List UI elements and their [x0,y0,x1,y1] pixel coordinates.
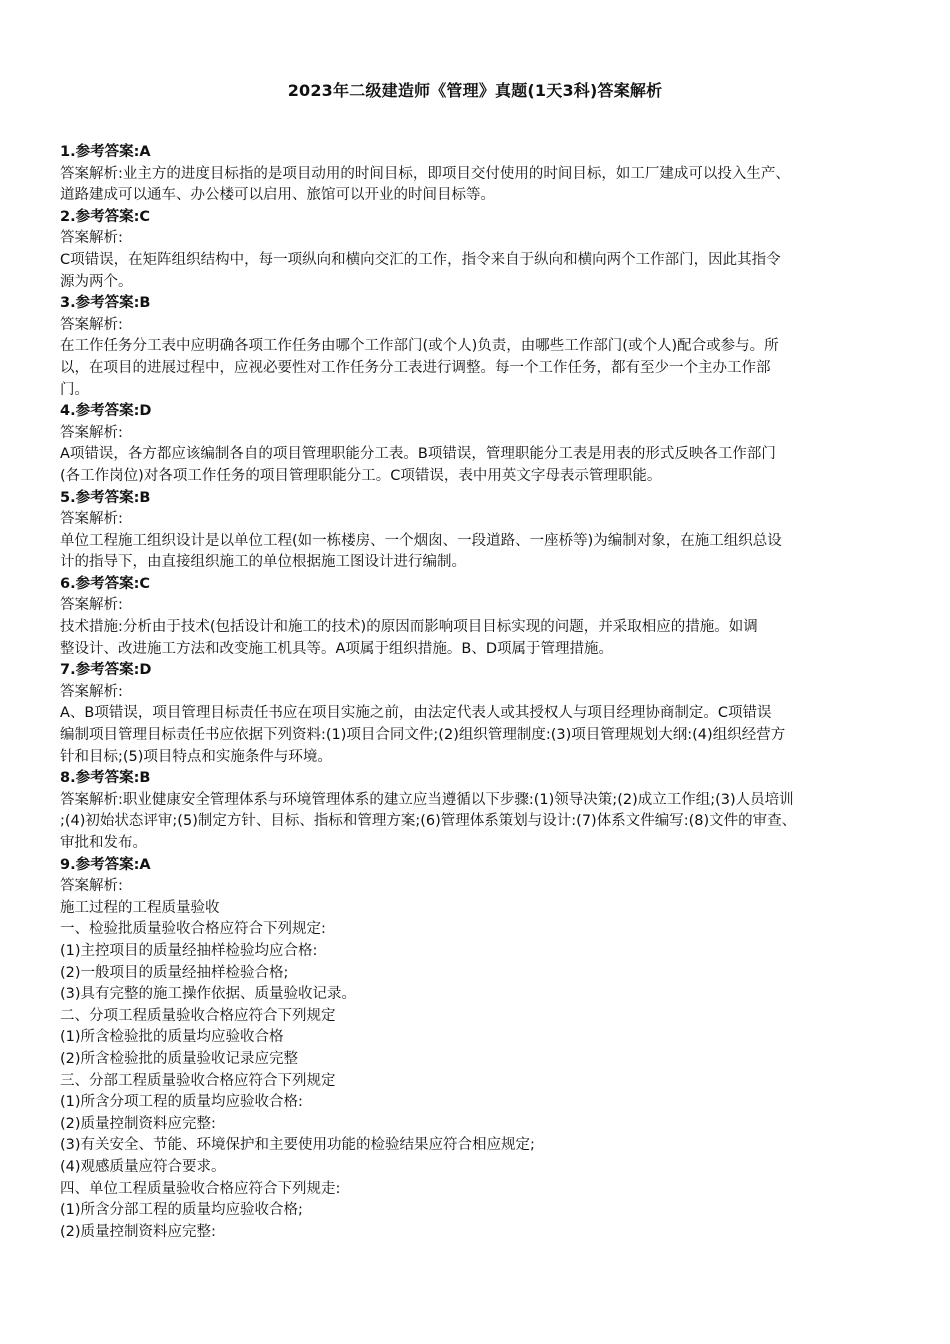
body-text-line: 答案解析: [60,230,123,247]
body-text-line: C项错误，在矩阵组织结构中，每一项纵向和横向交汇的工作，指令来自于纵向和横向两个工作部门，因此其指令 [60,251,781,268]
answer-heading: 6.参考答案:C [60,575,151,592]
body-text-line: 答案解析:业主方的进度目标指的是项目动用的时间目标，即项目交付使用的时间目标，如工厂建成可以投入生产、 [60,165,790,182]
body-text-line: (1)主控项目的质量经抽样检验均应合格: [60,942,318,959]
answer-heading: 2.参考答案:C [60,208,151,225]
answer-heading: 3.参考答案:B [60,295,151,312]
body-text-line: 门。 [60,381,89,398]
body-text-line: 三、分部工程质量验收合格应符合下列规定 [60,1072,336,1089]
body-text-line: 答案解析:职业健康安全管理体系与环境管理体系的建立应当遵循以下步骤:(1)领导决策;(2)成立工作组;(3)人员培训 [60,791,794,808]
body-text-line: 整设计、改进施工方法和改变施工机具等。A项属于组织措施。B、D项属于管理措施。 [60,640,614,657]
body-text-line: 四、单位工程质量验收合格应符合下列规走: [60,1180,341,1197]
body-text-line: (1)所含检验批的质量均应验收合格 [60,1029,284,1046]
body-text-line: 答案解析: [60,597,123,614]
body-text-line: 道路建成可以通车、办公楼可以启用、旅馆可以开业的时间目标等。 [60,187,495,204]
body-text-line: 施工过程的工程质量验收 [60,899,220,916]
body-text-line: (3)有关安全、节能、环境保护和主要使用功能的检验结果应符合相应规定; [60,1137,535,1154]
body-text-line: 在工作任务分工表中应明确各项工作任务由哪个工作部门(或个人)负责，由哪些工作部门(或个人)配合或参与。所 [60,338,779,355]
body-text-line: 针和目标;(5)项目特点和实施条件与环境。 [60,748,332,765]
body-text-line: 技术措施:分析由于技术(包括设计和施工的技术)的原因而影响项目目标实现的问题，并采取相应的措施。如调 [60,619,758,636]
body-text-line: 编制项目管理目标责任书应依据下列资料:(1)项目合同文件;(2)组织管理制度:(3)项目管理规划大纲:(4)组织经营方 [60,727,786,744]
body-text-line: (3)具有完整的施工操作依据、质量验收记录。 [60,986,357,1003]
body-text-line: (2)质量控制资料应完整: [60,1223,216,1240]
body-text-line: 源为两个。 [60,273,133,290]
body-text-line: (1)所含分项工程的质量均应验收合格: [60,1094,303,1111]
answer-heading: 7.参考答案:D [60,662,152,679]
body-text-line: 计的指导下，由直接组织施工的单位根据施工图设计进行编制。 [60,554,466,571]
answer-heading: 4.参考答案:D [60,403,152,420]
document-body [60,142,898,1243]
body-text-line: (2)所含检验批的质量验收记录应完整 [60,1050,299,1067]
document-title: 2023年二级建造师《管理》真题(1天3科)答案解析 [287,81,663,100]
body-text-line: (各工作岗位)对各项工作任务的项目管理职能分工。C项错误，表中用英文字母表示管理职能。 [60,467,662,484]
body-text-line: 答案解析: [60,878,123,895]
body-text-line: 答案解析: [60,683,123,700]
body-text-line: (1)所含分部工程的质量均应验收合格; [60,1202,303,1219]
body-text-line: 单位工程施工组织设计是以单位工程(如一栋楼房、一个烟囱、一段道路、一座桥等)为编制对象，在施工组织总设 [60,532,782,549]
body-text-line: ;(4)初始状态评审;(5)制定方针、目标、指标和管理方案;(6)管理体系策划与设计:(7)体系文件编写:(8)文件的审查、 [60,813,797,830]
body-text-line: (4)观感质量应符合要求。 [60,1158,226,1175]
answer-heading: 1.参考答案:A [60,144,151,160]
body-text-line: 答案解析: [60,316,123,333]
body-text-line: 答案解析: [60,511,123,528]
body-text-line: A、B项错误，项目管理目标责任书应在项目实施之前，由法定代表人或其授权人与项目经理协商制定。C项错误 [60,705,772,722]
body-text-line: 一、检验批质量验收合格应符合下列规定: [60,921,326,938]
answer-heading: 9.参考答案:A [60,856,151,873]
body-text-line: 以，在项目的进展过程中，应视必要性对工作任务分工表进行调整。每一个工作任务，都有至少一个主办工作部 [60,359,771,376]
body-text-line: 审批和发布。 [60,835,147,851]
body-text-line: 答案解析: [60,424,123,441]
body-text-line: (2)一般项目的质量经抽样检验合格; [60,964,289,981]
answer-heading: 5.参考答案:B [60,489,151,506]
answer-heading: 8.参考答案:B [60,770,151,787]
body-text-line: 二、分项工程质量验收合格应符合下列规定 [60,1007,336,1024]
body-text-line: A项错误，各方都应该编制各自的项目管理职能分工表。B项错误，管理职能分工表是用表的形式反映各工作部门 [60,446,776,463]
body-text-line: (2)质量控制资料应完整: [60,1115,216,1132]
